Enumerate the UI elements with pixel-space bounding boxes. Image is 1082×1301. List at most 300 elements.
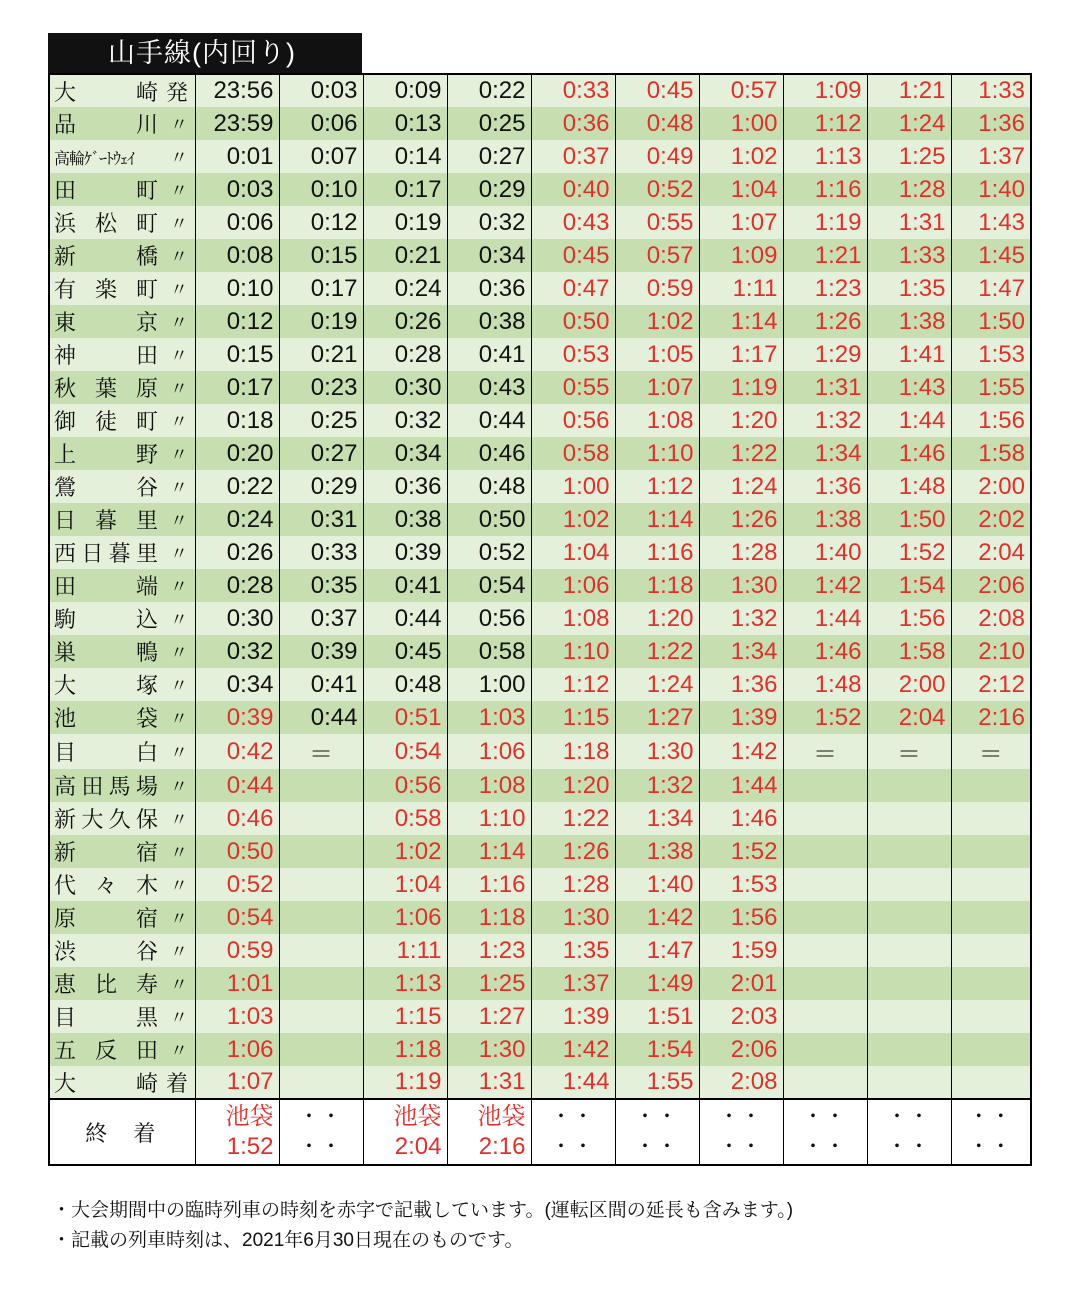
final-destination-row bbox=[49, 1099, 1031, 1165]
station-row bbox=[49, 404, 1031, 437]
time-cell: 0:15 bbox=[279, 239, 363, 272]
final-destination-top: 池袋 bbox=[477, 1103, 526, 1130]
final-destination-cell bbox=[195, 1099, 279, 1165]
station-name: 目 白 bbox=[54, 740, 158, 765]
time-cell bbox=[951, 868, 1031, 901]
final-destination-bottom: 2:16 bbox=[478, 1133, 526, 1160]
time-cell: 0:40 bbox=[531, 173, 615, 206]
time-cell: 1:29 bbox=[783, 338, 867, 371]
time-cell: 1:14 bbox=[699, 305, 783, 338]
time-cell: 2:04 bbox=[951, 536, 1031, 569]
time-cell: 1:18 bbox=[447, 901, 531, 934]
station-mark: 〃 bbox=[170, 1007, 188, 1028]
time-cell: 1:00 bbox=[699, 107, 783, 140]
station-name: 田 町 bbox=[54, 178, 158, 203]
time-cell: 0:22 bbox=[195, 470, 279, 503]
time-cell: 1:34 bbox=[615, 802, 699, 835]
station-name: 大 崎 bbox=[54, 1070, 158, 1096]
footnotes bbox=[52, 1196, 793, 1256]
time-cell bbox=[783, 868, 867, 901]
station-name: 目 黒 bbox=[54, 1005, 158, 1030]
station-row bbox=[49, 901, 1031, 934]
time-cell bbox=[951, 769, 1031, 802]
time-cell: 0:58 bbox=[531, 437, 615, 470]
time-cell: 0:32 bbox=[447, 206, 531, 239]
time-cell: 0:33 bbox=[531, 74, 615, 107]
time-cell: 0:55 bbox=[615, 206, 699, 239]
time-cell: 0:36 bbox=[363, 470, 447, 503]
time-cell: 2:03 bbox=[699, 1000, 783, 1033]
time-cell: 1:33 bbox=[867, 239, 951, 272]
time-cell: 1:33 bbox=[951, 74, 1031, 107]
time-cell bbox=[951, 1033, 1031, 1066]
time-cell: 1:27 bbox=[615, 701, 699, 734]
time-cell: 1:58 bbox=[867, 635, 951, 668]
station-row bbox=[49, 206, 1031, 239]
time-cell: 1:12 bbox=[531, 668, 615, 701]
time-cell: 1:42 bbox=[615, 901, 699, 934]
time-cell: 1:35 bbox=[531, 934, 615, 967]
time-cell: 0:53 bbox=[531, 338, 615, 371]
final-destination-bottom: 1:52 bbox=[226, 1133, 274, 1160]
station-mark: 〃 bbox=[170, 543, 188, 564]
station-row bbox=[49, 503, 1031, 536]
time-cell: 0:43 bbox=[447, 371, 531, 404]
station-row bbox=[49, 569, 1031, 602]
station-row bbox=[49, 934, 1031, 967]
time-cell: 1:46 bbox=[867, 437, 951, 470]
time-cell bbox=[783, 934, 867, 967]
time-cell: 1:02 bbox=[615, 305, 699, 338]
station-cell bbox=[49, 967, 195, 1000]
time-cell: 0:29 bbox=[447, 173, 531, 206]
station-row bbox=[49, 470, 1031, 503]
time-cell: ＝ bbox=[279, 734, 363, 769]
time-cell: 0:34 bbox=[447, 239, 531, 272]
station-mark: 〃 bbox=[170, 477, 188, 498]
time-cell: 1:32 bbox=[699, 602, 783, 635]
time-cell: 0:10 bbox=[279, 173, 363, 206]
station-cell bbox=[49, 437, 195, 470]
final-destination-top: ・・ bbox=[551, 1106, 595, 1128]
time-cell: 1:44 bbox=[531, 1066, 615, 1099]
time-cell bbox=[279, 1033, 363, 1066]
time-cell: 1:09 bbox=[783, 74, 867, 107]
time-cell: 1:42 bbox=[531, 1033, 615, 1066]
time-cell: 0:41 bbox=[447, 338, 531, 371]
time-cell: 1:12 bbox=[783, 107, 867, 140]
time-cell: 1:47 bbox=[951, 272, 1031, 305]
station-name: 高田馬場 bbox=[54, 774, 158, 799]
time-cell: 1:56 bbox=[699, 901, 783, 934]
final-destination-top: ・・ bbox=[803, 1106, 847, 1128]
time-cell: 1:18 bbox=[363, 1033, 447, 1066]
time-cell: 1:59 bbox=[699, 934, 783, 967]
time-cell: 1:07 bbox=[195, 1066, 279, 1099]
time-cell: 0:44 bbox=[279, 701, 363, 734]
time-cell: 1:12 bbox=[615, 470, 699, 503]
station-cell bbox=[49, 602, 195, 635]
time-cell: 1:25 bbox=[867, 140, 951, 173]
time-cell: 1:32 bbox=[615, 769, 699, 802]
time-cell: 1:26 bbox=[531, 835, 615, 868]
time-cell bbox=[867, 802, 951, 835]
station-name: 五反田 bbox=[54, 1038, 158, 1063]
station-row bbox=[49, 701, 1031, 734]
time-cell: 0:54 bbox=[195, 901, 279, 934]
time-cell: 0:12 bbox=[195, 305, 279, 338]
station-mark: 〃 bbox=[170, 279, 188, 300]
final-destination-cell bbox=[447, 1099, 531, 1165]
station-name: 新 宿 bbox=[54, 840, 158, 865]
timetable bbox=[48, 73, 1032, 1166]
time-cell: 0:56 bbox=[531, 404, 615, 437]
time-cell: 1:41 bbox=[867, 338, 951, 371]
time-cell: 2:00 bbox=[867, 668, 951, 701]
footnote-date: ・記載の列車時刻は、2021年6月30日現在のものです。 bbox=[52, 1230, 524, 1251]
time-cell: 0:44 bbox=[363, 602, 447, 635]
final-destination-top: ・・ bbox=[968, 1106, 1013, 1128]
station-mark: 〃 bbox=[170, 675, 188, 696]
time-cell: 0:37 bbox=[279, 602, 363, 635]
time-cell: 0:52 bbox=[195, 868, 279, 901]
time-cell: 0:21 bbox=[363, 239, 447, 272]
time-cell: 0:44 bbox=[447, 404, 531, 437]
time-cell: 0:57 bbox=[699, 74, 783, 107]
station-name: 巣 鴨 bbox=[54, 640, 158, 665]
time-cell: 0:39 bbox=[195, 701, 279, 734]
station-cell bbox=[49, 503, 195, 536]
time-cell: 1:50 bbox=[951, 305, 1031, 338]
time-cell: 1:00 bbox=[447, 668, 531, 701]
time-cell: 0:32 bbox=[195, 635, 279, 668]
time-cell: 0:27 bbox=[279, 437, 363, 470]
time-cell: 2:10 bbox=[951, 635, 1031, 668]
time-cell: 23:59 bbox=[195, 107, 279, 140]
station-name: 上 野 bbox=[54, 442, 158, 467]
time-cell: ＝ bbox=[783, 734, 867, 769]
time-cell: 1:36 bbox=[783, 470, 867, 503]
final-destination-top: 池袋 bbox=[225, 1103, 274, 1130]
time-cell: 1:03 bbox=[195, 1000, 279, 1033]
time-cell: 1:04 bbox=[531, 536, 615, 569]
time-cell: 0:37 bbox=[531, 140, 615, 173]
station-row bbox=[49, 1066, 1031, 1099]
time-cell: 0:52 bbox=[615, 173, 699, 206]
time-cell: 1:30 bbox=[447, 1033, 531, 1066]
time-cell: 1:31 bbox=[783, 371, 867, 404]
time-cell: 1:10 bbox=[615, 437, 699, 470]
time-cell: ＝ bbox=[867, 734, 951, 769]
time-cell: 1:20 bbox=[531, 769, 615, 802]
station-name: 大 崎 bbox=[54, 79, 158, 105]
time-cell: 0:41 bbox=[279, 668, 363, 701]
station-row bbox=[49, 635, 1031, 668]
station-name: 有楽町 bbox=[54, 277, 158, 302]
time-cell: 1:34 bbox=[783, 437, 867, 470]
time-cell: 0:17 bbox=[363, 173, 447, 206]
time-cell: 0:46 bbox=[447, 437, 531, 470]
final-destination-bottom: ・・ bbox=[968, 1136, 1013, 1158]
time-cell: 1:22 bbox=[615, 635, 699, 668]
time-cell bbox=[951, 901, 1031, 934]
station-mark: 〃 bbox=[170, 378, 188, 399]
footnote-red-text: ・大会期間中の臨時列車の時刻を赤字で記載しています。(運転区間の延長も含みます。) bbox=[52, 1200, 794, 1221]
time-cell: 0:36 bbox=[531, 107, 615, 140]
time-cell: 0:34 bbox=[195, 668, 279, 701]
time-cell: 0:03 bbox=[279, 74, 363, 107]
time-cell: 1:56 bbox=[951, 404, 1031, 437]
station-row bbox=[49, 868, 1031, 901]
final-destination-bottom: ・・ bbox=[719, 1136, 763, 1158]
time-cell: 2:02 bbox=[951, 503, 1031, 536]
final-destination-top: ・・ bbox=[299, 1106, 343, 1128]
time-cell: 1:02 bbox=[699, 140, 783, 173]
time-cell: 1:06 bbox=[363, 901, 447, 934]
time-cell: 1:23 bbox=[447, 934, 531, 967]
station-mark: 〃 bbox=[170, 1040, 188, 1061]
page-title: 山手線(内回り) bbox=[48, 33, 362, 73]
time-cell: 0:17 bbox=[279, 272, 363, 305]
time-cell: 0:13 bbox=[363, 107, 447, 140]
time-cell: 1:24 bbox=[867, 107, 951, 140]
time-cell: 0:25 bbox=[447, 107, 531, 140]
time-cell: 1:44 bbox=[783, 602, 867, 635]
station-name: 秋葉原 bbox=[54, 376, 158, 401]
station-mark: 〃 bbox=[170, 180, 188, 201]
time-cell: 1:16 bbox=[615, 536, 699, 569]
time-cell bbox=[951, 1066, 1031, 1099]
time-cell: 1:50 bbox=[867, 503, 951, 536]
station-mark: 〃 bbox=[170, 642, 188, 663]
station-mark: 〃 bbox=[170, 974, 188, 995]
time-cell: 1:58 bbox=[951, 437, 1031, 470]
station-row bbox=[49, 1000, 1031, 1033]
station-cell bbox=[49, 1066, 195, 1099]
time-cell: 0:58 bbox=[363, 802, 447, 835]
time-cell: 1:03 bbox=[447, 701, 531, 734]
station-mark: 〃 bbox=[170, 708, 188, 729]
time-cell: 1:52 bbox=[783, 701, 867, 734]
station-mark: 〃 bbox=[170, 246, 188, 267]
time-cell: 0:45 bbox=[363, 635, 447, 668]
time-cell: 0:41 bbox=[363, 569, 447, 602]
time-cell: 0:48 bbox=[363, 668, 447, 701]
time-cell: ＝ bbox=[951, 734, 1031, 769]
time-cell: 1:47 bbox=[615, 934, 699, 967]
time-cell: 1:42 bbox=[699, 734, 783, 769]
time-cell: 0:31 bbox=[279, 503, 363, 536]
time-cell: 1:15 bbox=[531, 701, 615, 734]
time-cell bbox=[951, 967, 1031, 1000]
time-cell bbox=[783, 967, 867, 1000]
final-destination-bottom: ・・ bbox=[803, 1136, 847, 1158]
station-mark: 〃 bbox=[170, 444, 188, 465]
time-cell: 1:34 bbox=[699, 635, 783, 668]
time-cell bbox=[867, 934, 951, 967]
time-cell: 1:26 bbox=[699, 503, 783, 536]
time-cell bbox=[279, 1000, 363, 1033]
final-destination-bottom: ・・ bbox=[299, 1136, 343, 1158]
time-cell: 1:26 bbox=[783, 305, 867, 338]
station-cell bbox=[49, 569, 195, 602]
station-cell bbox=[49, 769, 195, 802]
time-cell bbox=[867, 769, 951, 802]
station-mark: 〃 bbox=[170, 842, 188, 863]
station-row bbox=[49, 107, 1031, 140]
time-cell: 0:27 bbox=[447, 140, 531, 173]
station-mark: 〃 bbox=[170, 609, 188, 630]
time-cell: 0:28 bbox=[363, 338, 447, 371]
time-cell: 1:38 bbox=[867, 305, 951, 338]
time-cell: 0:47 bbox=[531, 272, 615, 305]
time-cell: 0:48 bbox=[615, 107, 699, 140]
station-cell bbox=[49, 305, 195, 338]
time-cell: 0:58 bbox=[447, 635, 531, 668]
station-row bbox=[49, 835, 1031, 868]
time-cell: 1:10 bbox=[447, 802, 531, 835]
time-cell: 1:19 bbox=[363, 1066, 447, 1099]
station-row bbox=[49, 734, 1031, 769]
time-cell: 1:24 bbox=[699, 470, 783, 503]
time-cell: 1:53 bbox=[951, 338, 1031, 371]
station-mark: 着 bbox=[165, 1070, 188, 1096]
time-cell: 0:49 bbox=[615, 140, 699, 173]
time-cell: 0:10 bbox=[195, 272, 279, 305]
time-cell: 1:18 bbox=[615, 569, 699, 602]
time-cell: 0:35 bbox=[279, 569, 363, 602]
final-destination-top: 池袋 bbox=[393, 1103, 442, 1130]
time-cell: 1:19 bbox=[699, 371, 783, 404]
station-row bbox=[49, 668, 1031, 701]
time-cell: 0:23 bbox=[279, 371, 363, 404]
time-cell: 1:31 bbox=[447, 1066, 531, 1099]
time-cell: 1:45 bbox=[951, 239, 1031, 272]
time-cell: 1:24 bbox=[615, 668, 699, 701]
time-cell: 1:27 bbox=[447, 1000, 531, 1033]
time-cell: 1:31 bbox=[867, 206, 951, 239]
time-cell bbox=[279, 967, 363, 1000]
station-row bbox=[49, 437, 1031, 470]
time-cell: 1:54 bbox=[615, 1033, 699, 1066]
station-row bbox=[49, 338, 1031, 371]
time-cell: 1:28 bbox=[699, 536, 783, 569]
time-cell: 1:48 bbox=[867, 470, 951, 503]
time-cell bbox=[951, 934, 1031, 967]
time-cell: 0:18 bbox=[195, 404, 279, 437]
time-cell: 2:16 bbox=[951, 701, 1031, 734]
time-cell: 0:56 bbox=[363, 769, 447, 802]
time-cell: 1:19 bbox=[783, 206, 867, 239]
time-cell: 0:17 bbox=[195, 371, 279, 404]
station-mark: 〃 bbox=[170, 941, 188, 962]
time-cell: 1:30 bbox=[615, 734, 699, 769]
time-cell: 0:21 bbox=[279, 338, 363, 371]
time-cell: 1:38 bbox=[783, 503, 867, 536]
time-cell bbox=[279, 835, 363, 868]
time-cell bbox=[279, 901, 363, 934]
time-cell: 0:50 bbox=[195, 835, 279, 868]
final-destination-cell bbox=[867, 1099, 951, 1165]
time-cell bbox=[951, 835, 1031, 868]
station-mark: 発 bbox=[165, 79, 188, 105]
time-cell: 1:39 bbox=[699, 701, 783, 734]
time-cell: 1:04 bbox=[699, 173, 783, 206]
final-destination-cell bbox=[951, 1099, 1031, 1165]
time-cell bbox=[783, 1066, 867, 1099]
station-name: 高輪ｹﾞｰﾄｳｪｲ bbox=[54, 150, 135, 168]
final-destination-bottom: ・・ bbox=[551, 1136, 595, 1158]
time-cell: 0:29 bbox=[279, 470, 363, 503]
time-cell: 1:00 bbox=[531, 470, 615, 503]
time-cell: 0:22 bbox=[447, 74, 531, 107]
time-cell: 0:06 bbox=[195, 206, 279, 239]
time-cell: 0:20 bbox=[195, 437, 279, 470]
station-cell bbox=[49, 239, 195, 272]
time-cell: 0:34 bbox=[363, 437, 447, 470]
time-cell: 0:03 bbox=[195, 173, 279, 206]
time-cell bbox=[783, 901, 867, 934]
time-cell: 1:49 bbox=[615, 967, 699, 1000]
time-cell: 1:42 bbox=[783, 569, 867, 602]
station-cell bbox=[49, 536, 195, 569]
time-cell: 0:12 bbox=[279, 206, 363, 239]
time-cell: 1:06 bbox=[447, 734, 531, 769]
time-cell: 0:08 bbox=[195, 239, 279, 272]
station-row bbox=[49, 239, 1031, 272]
time-cell: 0:25 bbox=[279, 404, 363, 437]
time-cell: 1:44 bbox=[867, 404, 951, 437]
time-cell: 0:50 bbox=[531, 305, 615, 338]
station-name: 東 京 bbox=[54, 310, 158, 335]
station-mark: 〃 bbox=[170, 908, 188, 929]
time-cell: 2:06 bbox=[951, 569, 1031, 602]
station-mark: 〃 bbox=[170, 411, 188, 432]
time-cell bbox=[867, 967, 951, 1000]
time-cell bbox=[783, 1033, 867, 1066]
station-mark: 〃 bbox=[170, 312, 188, 333]
time-cell: 1:40 bbox=[615, 868, 699, 901]
time-cell: 2:12 bbox=[951, 668, 1031, 701]
final-destination-cell bbox=[615, 1099, 699, 1165]
final-destination-label: 終着 bbox=[49, 1099, 195, 1165]
time-cell: 0:56 bbox=[447, 602, 531, 635]
time-cell: 1:18 bbox=[531, 734, 615, 769]
time-cell: 2:01 bbox=[699, 967, 783, 1000]
station-cell bbox=[49, 173, 195, 206]
station-cell bbox=[49, 107, 195, 140]
time-cell: 1:20 bbox=[699, 404, 783, 437]
final-destination-cell bbox=[531, 1099, 615, 1165]
final-destination-bottom: ・・ bbox=[635, 1136, 679, 1158]
time-cell: 1:16 bbox=[447, 868, 531, 901]
time-cell: 2:08 bbox=[951, 602, 1031, 635]
time-cell: 1:21 bbox=[867, 74, 951, 107]
station-cell bbox=[49, 1000, 195, 1033]
time-cell: 1:36 bbox=[699, 668, 783, 701]
time-cell bbox=[867, 1000, 951, 1033]
station-name: 新 橋 bbox=[54, 244, 158, 269]
time-cell bbox=[867, 1066, 951, 1099]
time-cell: 0:38 bbox=[447, 305, 531, 338]
time-cell: 1:15 bbox=[363, 1000, 447, 1033]
time-cell: 0:46 bbox=[195, 802, 279, 835]
station-row bbox=[49, 305, 1031, 338]
station-name: 新大久保 bbox=[54, 807, 158, 832]
time-cell: 0:51 bbox=[363, 701, 447, 734]
station-name: 池 袋 bbox=[54, 706, 158, 731]
time-cell: 0:57 bbox=[615, 239, 699, 272]
